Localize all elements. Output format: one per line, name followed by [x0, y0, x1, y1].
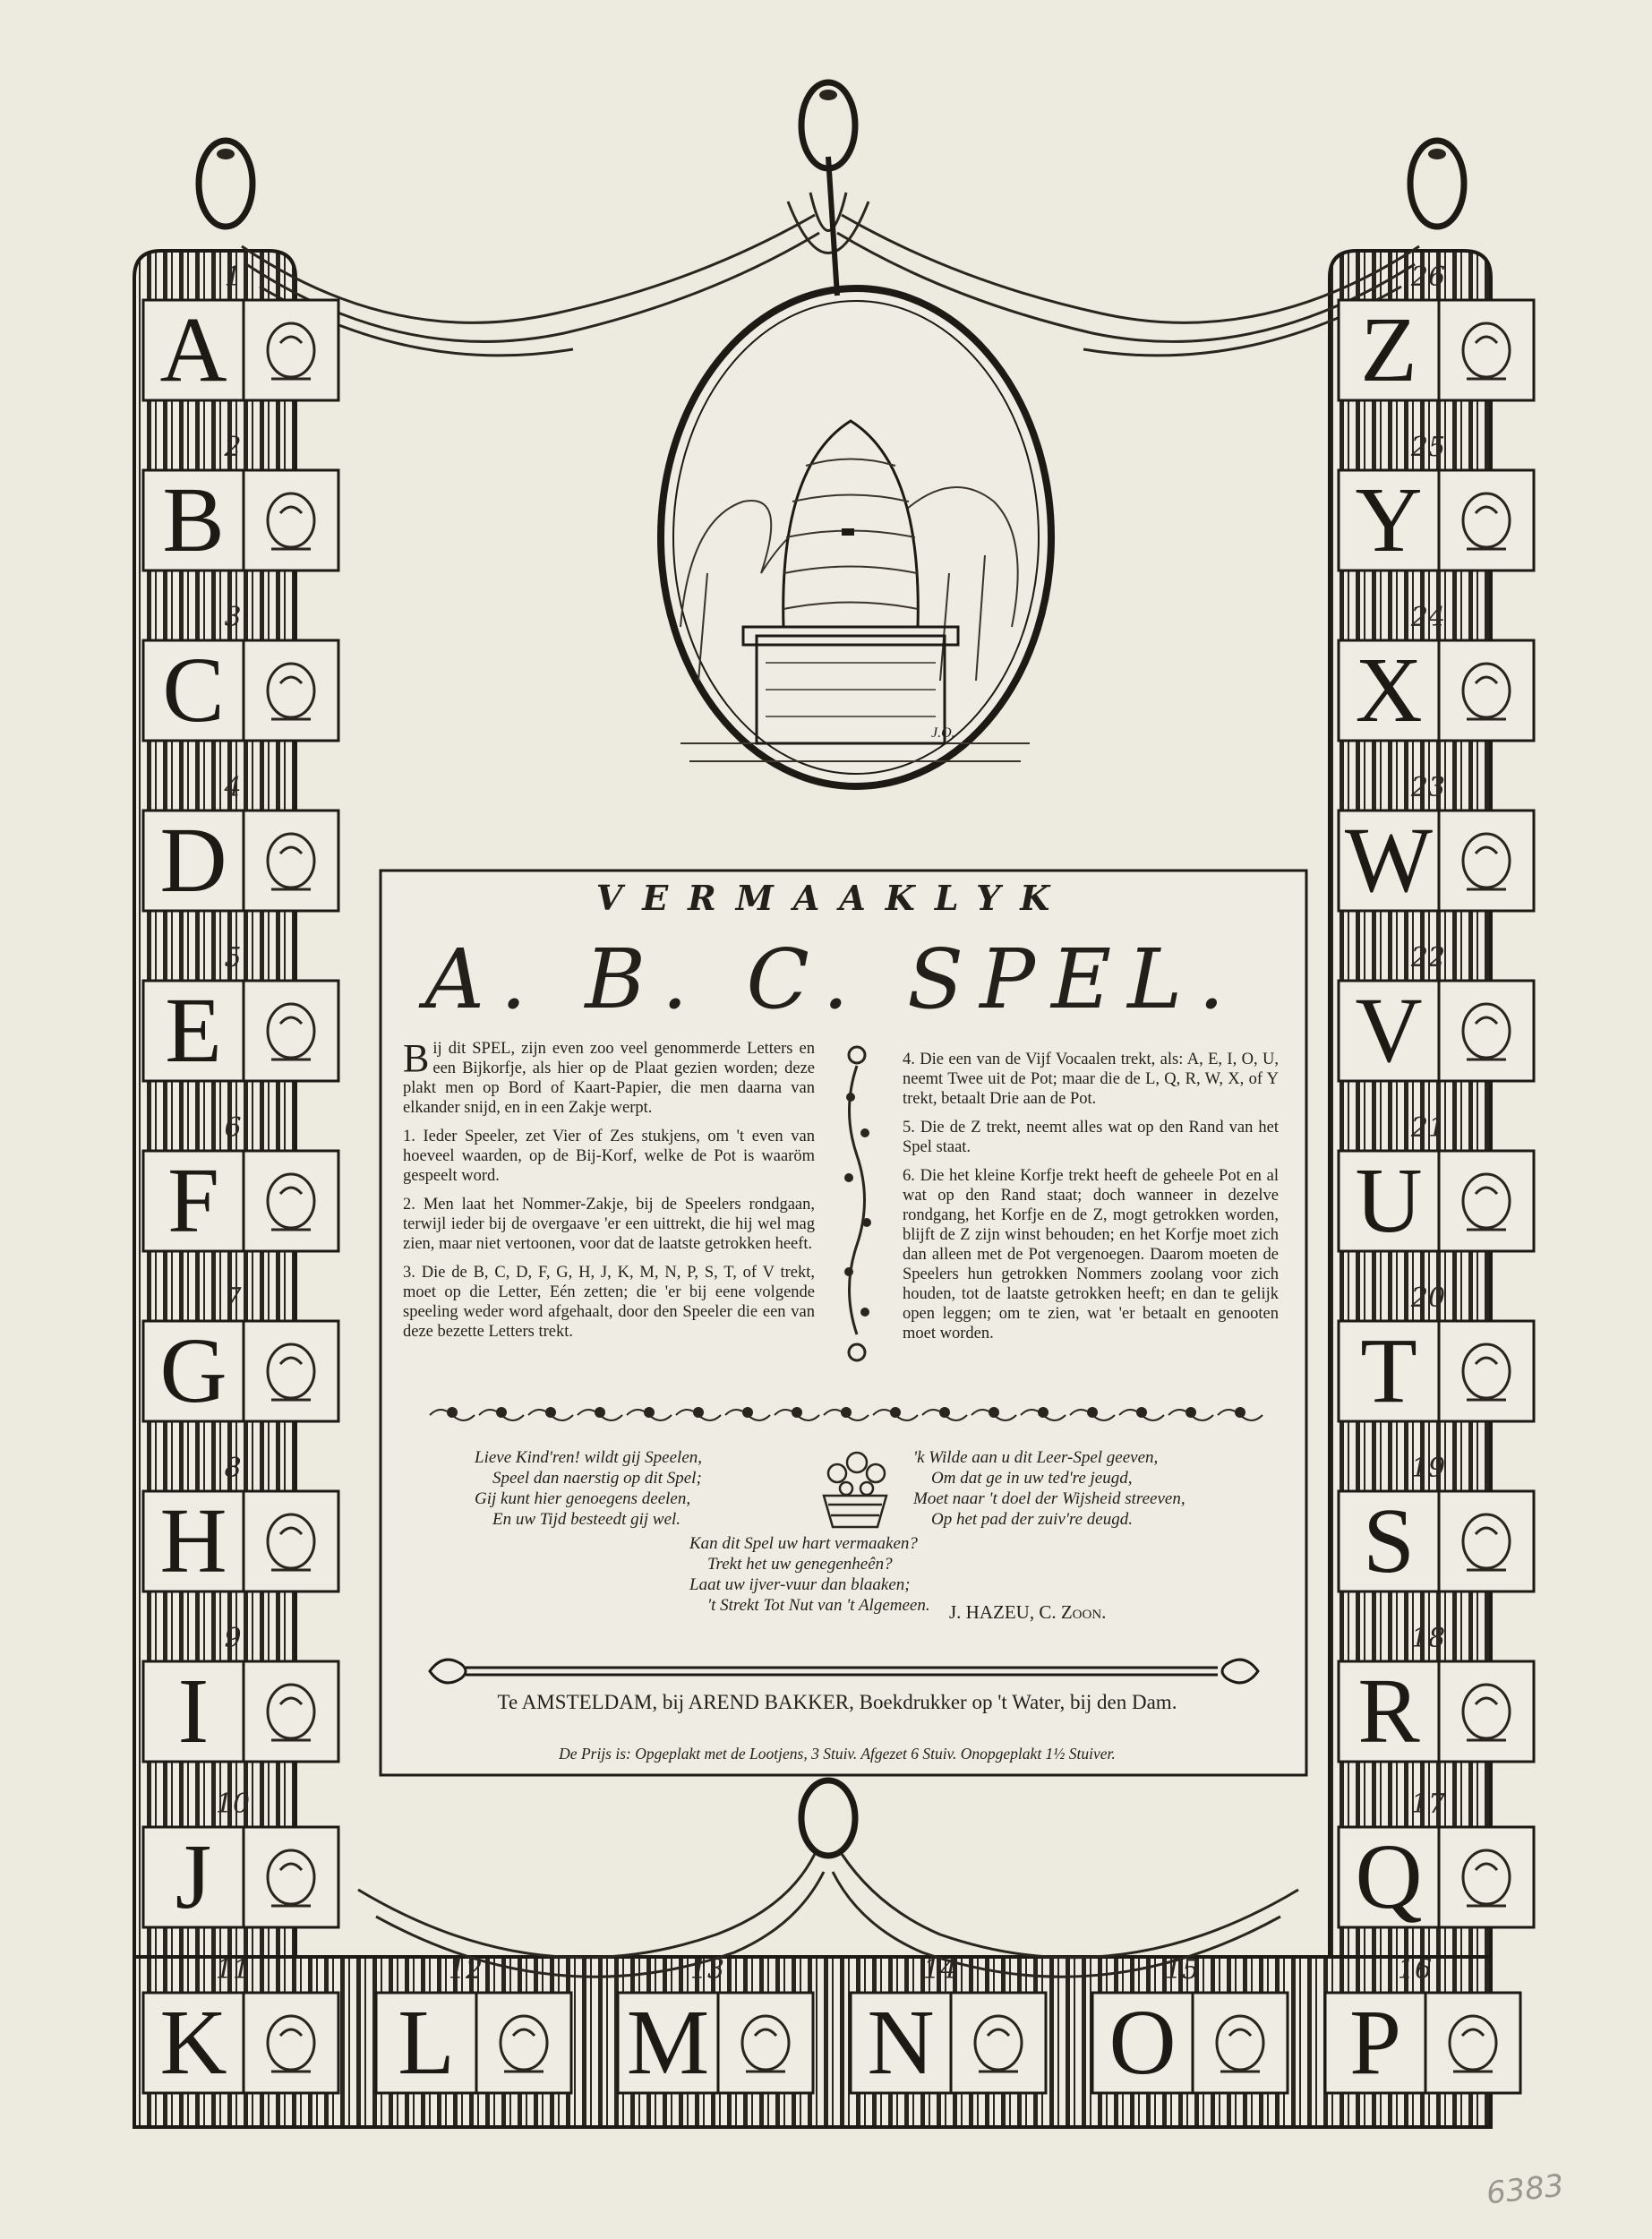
rules-left [403, 1036, 815, 1351]
tile-number: 10 [215, 1789, 251, 1820]
tile-number: 16 [1397, 1954, 1433, 1986]
tile-number: 15 [1164, 1954, 1200, 1986]
picture-tile-frame [1193, 1993, 1288, 2093]
tile-number: 25 [1410, 432, 1446, 463]
engraver-mark: J.O. [931, 725, 955, 741]
poem-line: Om dat ge in uw ted're jeugd, [931, 1469, 1133, 1488]
picture-tile-frame [244, 1491, 338, 1591]
tile-number: 22 [1410, 942, 1446, 974]
tile-letter-v: V [1355, 979, 1423, 1082]
publisher-imprint: Te AMSTELDAM, bij AREND BAKKER, Boekdrukker op 't Water, bij den Dam. [497, 1691, 1177, 1713]
poem-line: En uw Tijd besteedt gij wel. [492, 1510, 681, 1529]
picture-tile-frame [1439, 1321, 1534, 1421]
tile-number: 6 [224, 1112, 242, 1144]
picture-tile-frame [1425, 1993, 1520, 2093]
tile-letter-j: J [175, 1825, 212, 1928]
picture-tile-frame [1439, 811, 1534, 911]
rule-1: 1. Ieder Speeler, zet Vier of Zes stukjens, om 't even van hoeveel waarden, op de Bij-Korf, welke de Pot is waaröm gespeelt word. [403, 1128, 815, 1185]
inventory-mark: 6383 [1485, 2167, 1566, 2212]
poem-line: Speel dan naerstig op dit Spel; [492, 1469, 702, 1488]
tile-number: 26 [1410, 262, 1446, 293]
picture-tile-frame [1439, 1151, 1534, 1251]
rule-4: 4. Die een van de Vijf Vocaalen trekt, als: A, E, I, O, U, neemt Twee uit de Pot; maar die de L, Q, R, W, X, of Y trekt, betaalt Drie aan de Pot. [903, 1051, 1279, 1108]
picture-tile-frame [718, 1993, 813, 2093]
picture-tile-frame [1439, 1661, 1534, 1762]
rules-intro: ij dit SPEL, zijn even zoo veel genommerde Letters en een Bijkorfje, als hier op de Plaat gezien worden; deze plakt men op Bord of Kaart-Papier, die men daarna van elkander snijd, en in een Zakje werpt. [403, 1040, 815, 1117]
poem-line: Moet naar 't doel der Wijsheid streeven, [913, 1489, 1186, 1508]
tile-number: 12 [448, 1954, 484, 1986]
tile-number: 19 [1410, 1453, 1446, 1484]
tile-letter-z: Z [1360, 298, 1417, 401]
tile-letter-o: O [1108, 1991, 1177, 2094]
tile-number: 7 [224, 1282, 242, 1314]
poem-line: Trekt het uw genegenheên? [707, 1555, 893, 1574]
tile-number: 4 [224, 772, 242, 803]
tile-number: 24 [1410, 602, 1446, 633]
poem-center [689, 1533, 930, 1616]
poem-left [475, 1447, 702, 1530]
tile-letter-w: W [1344, 809, 1434, 912]
tile-letter-a: A [159, 298, 227, 401]
picture-tile-frame [1439, 640, 1534, 741]
tile-letter-l: L [398, 1991, 455, 2094]
tile-number: 2 [224, 432, 242, 463]
poem-line: Op het pad der zuiv're deugd. [931, 1510, 1133, 1529]
picture-tile-frame [1439, 1827, 1534, 1927]
tile-number: 5 [224, 942, 242, 974]
picture-tile-frame [244, 1661, 338, 1762]
tile-letter-m: M [626, 1991, 710, 2094]
tile-number: 8 [224, 1453, 242, 1484]
picture-tile-frame [1439, 470, 1534, 570]
poem-line: Lieve Kind'ren! wildt gij Speelen, [475, 1448, 703, 1467]
tile-letter-d: D [159, 809, 227, 912]
rule-3: 3. Die de B, C, D, F, G, H, J, K, M, N, P, S, T, of V trekt, moet op die Letter, Eén zetten; die 'er bij eene volgende speeling weder word afgehaalt, door den Speeler die een van deze bezette Letters trekt. [403, 1264, 815, 1341]
title-line-1: VERMAAKLYK [595, 878, 1070, 918]
drop-initial: B [403, 1036, 430, 1080]
tile-number: 14 [922, 1954, 958, 1986]
tile-letter-s: S [1363, 1489, 1415, 1592]
tile-letter-q: Q [1355, 1825, 1423, 1928]
price-note: De Prijs is: Opgeplakt met de Lootjens, 3 Stuiv. Afgezet 6 Stuiv. Onopgeplakt 1½ Stuiver. [559, 1745, 1116, 1763]
tile-number: 11 [215, 1954, 251, 1986]
picture-tile-frame [244, 1151, 338, 1251]
tile-letter-f: F [167, 1149, 219, 1252]
tile-letter-t: T [1360, 1319, 1417, 1422]
tile-number: 21 [1410, 1112, 1446, 1144]
picture-tile-frame [1439, 981, 1534, 1081]
picture-tile-frame [244, 1993, 338, 2093]
picture-tile-frame [244, 470, 338, 570]
tile-letter-u: U [1355, 1149, 1423, 1252]
tile-number: 13 [689, 1954, 725, 1986]
picture-tile-frame [244, 1827, 338, 1927]
rule-6: 6. Die het kleine Korfje trekt heeft de geheele Pot en al wat op den Rand staat; doch wanneer in dezelve rondgang, het Korfje en de Z, mogt getrokken worden, blijft de Z zijn winst behouden; en het Korfje moet zich dan alleen met de Pot vergenoegen. Daarom moeten de Speelers hun getrokken Nommers zoolang voor zich houden, tot de laatste getrokken heeft; en dan te gelijk open leggen; om te zien, wat 'er betaalt en genooten moet worden. [903, 1167, 1279, 1343]
picture-tile-frame [244, 811, 338, 911]
poem-line: Kan dit Spel uw hart vermaaken? [689, 1534, 918, 1553]
tile-letter-g: G [159, 1319, 227, 1422]
tile-letter-e: E [165, 979, 222, 1082]
tile-letter-p: P [1349, 1991, 1401, 2094]
tile-letter-r: R [1357, 1660, 1420, 1763]
tile-number: 23 [1410, 772, 1446, 803]
rule-2: 2. Men laat het Nommer-Zakje, bij de Speelers rondgaan, terwijl ieder bij de overgaave 'er een uittrekt, die hij wel mag zien, maar niet vertoonen, voor dat de laatste getrokken heeft. [403, 1196, 815, 1253]
picture-tile-frame [244, 981, 338, 1081]
title-line-2: A. B. C. SPEL. [424, 931, 1241, 1027]
poem-line: 't Strekt Tot Nut van 't Algemeen. [707, 1596, 930, 1615]
picture-tile-frame [244, 300, 338, 400]
tile-letter-n: N [867, 1991, 935, 2094]
picture-tile-frame [244, 1321, 338, 1421]
poem-line: Laat uw ijver-vuur dan blaaken; [689, 1575, 911, 1594]
poem-right [913, 1447, 1186, 1530]
tile-letter-i: I [177, 1660, 210, 1763]
picture-tile-frame [244, 640, 338, 741]
tile-number: 3 [224, 602, 242, 633]
picture-tile-frame [1439, 1491, 1534, 1591]
tile-number: 9 [224, 1623, 242, 1654]
rule-5: 5. Die de Z trekt, neemt alles wat op den Rand van het Spel staat. [903, 1119, 1279, 1156]
poem-line: Gij kunt hier genoegens deelen, [475, 1489, 691, 1508]
tile-number: 1 [224, 262, 242, 293]
tile-letter-x: X [1355, 639, 1423, 742]
poem-line: 'k Wilde aan u dit Leer-Spel geeven, [913, 1448, 1159, 1467]
tile-letter-c: C [162, 639, 225, 742]
tile-letter-b: B [162, 468, 225, 571]
tile-number: 17 [1410, 1789, 1446, 1820]
picture-tile-frame [1439, 300, 1534, 400]
rules-right [903, 1050, 1279, 1352]
tile-letter-h: H [159, 1489, 227, 1592]
tile-number: 20 [1410, 1282, 1446, 1314]
tile-number: 18 [1410, 1623, 1446, 1654]
tile-letter-k: K [159, 1991, 227, 2094]
tile-letter-y: Y [1355, 468, 1423, 571]
picture-tile-frame [476, 1993, 571, 2093]
beehive-medallion [661, 157, 1051, 786]
picture-tile-frame [951, 1993, 1046, 2093]
signature: J. HAZEU, C. Zoon. [949, 1601, 1107, 1623]
